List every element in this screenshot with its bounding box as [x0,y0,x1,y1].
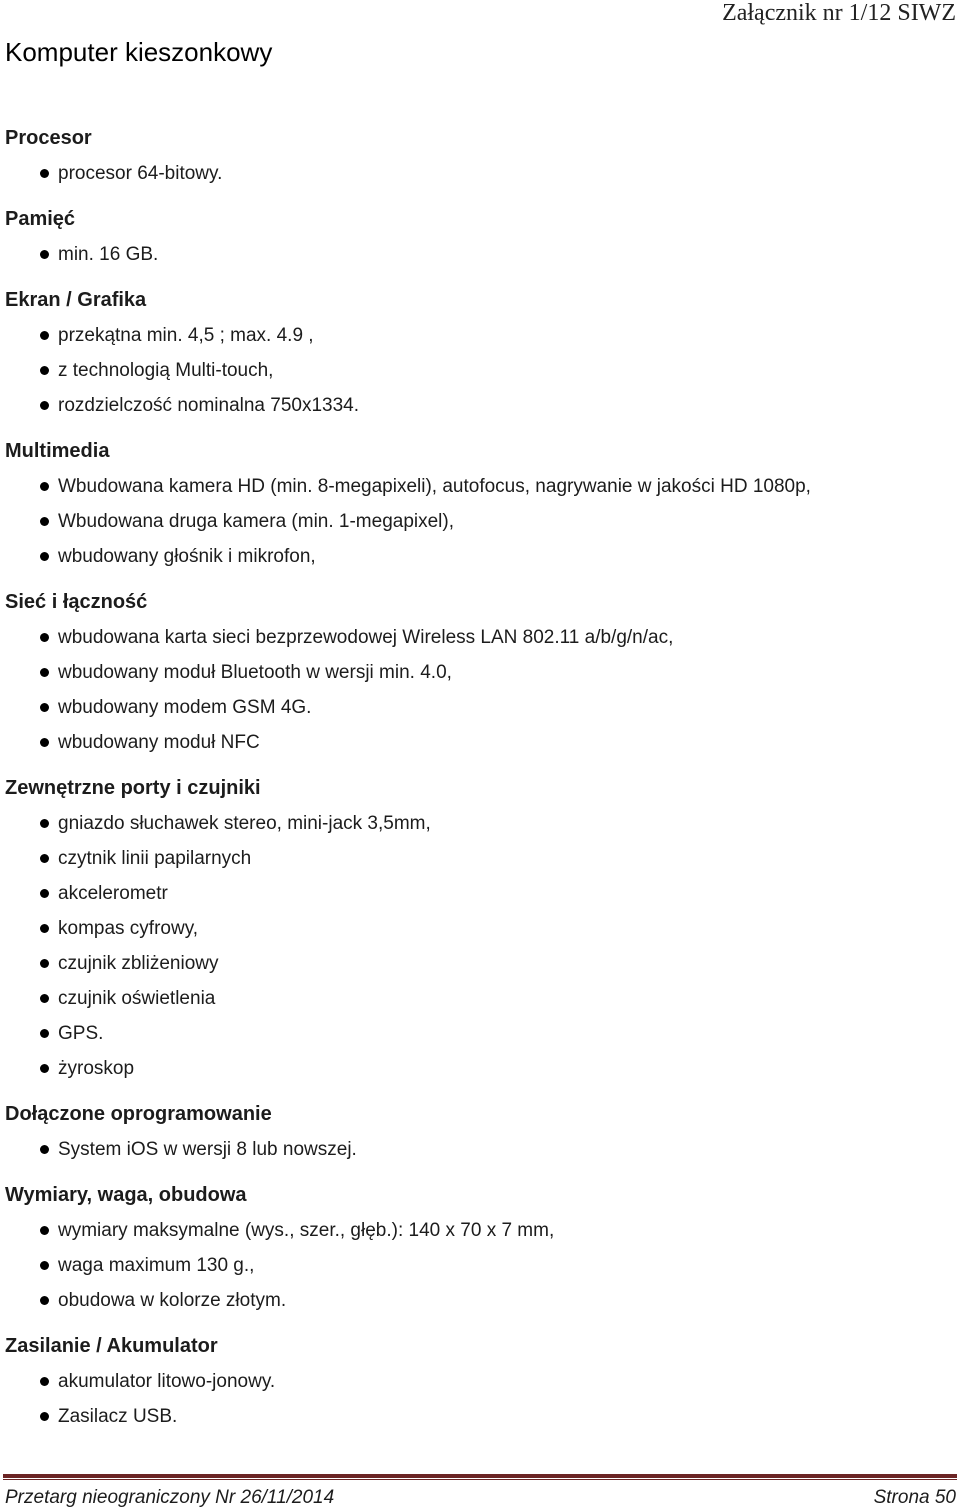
section-list [5,620,960,760]
list-item [5,1132,960,1167]
list-item [5,469,960,504]
footer-divider [3,1474,957,1480]
list-item-text: Wbudowana kamera HD (min. 8-megapixeli), autofocus, nagrywanie w jakości HD 1080p, [58,476,811,497]
list-item-text: obudowa w kolorze złotym. [58,1290,287,1311]
list-item [5,353,960,388]
list-item-text: procesor 64-bitowy. [58,163,223,184]
footer-page-number: Strona 50 [873,1487,956,1508]
list-item [5,806,960,841]
list-item [5,1364,960,1399]
bullet-dot-icon [40,366,49,375]
list-item [5,841,960,876]
list-item [5,620,960,655]
section-heading: Multimedia [5,440,110,462]
section-heading: Procesor [5,127,92,149]
bullet-dot-icon [40,668,49,677]
section-list [5,469,960,574]
list-item [5,981,960,1016]
bullet-dot-icon [40,819,49,828]
section-wymiary-waga [5,1178,960,1318]
bullet-dot-icon [40,854,49,863]
footer-tender-reference: Przetarg nieograniczony Nr 26/11/2014 [5,1487,335,1508]
list-item [5,1016,960,1051]
list-item-text: z technologią Multi-touch, [58,360,274,381]
list-item-text: akumulator litowo-jonowy. [58,1371,276,1392]
section-siec-lacznosc [5,585,960,760]
list-item [5,690,960,725]
list-item-text: czujnik zbliżeniowy [58,953,219,974]
bullet-dot-icon [40,889,49,898]
list-item [5,388,960,423]
section-list [5,237,960,272]
section-ekran-grafika [5,283,960,423]
bullet-dot-icon [40,331,49,340]
section-heading: Zewnętrzne porty i czujniki [5,777,261,799]
list-item [5,1248,960,1283]
bullet-dot-icon [40,401,49,410]
bullet-dot-icon [40,250,49,259]
bullet-dot-icon [40,994,49,1003]
list-item-text: rozdzielczość nominalna 750x1334. [58,395,360,416]
specification-content [5,121,960,1434]
list-item-text: Zasilacz USB. [58,1406,178,1427]
section-porty-czujniki [5,771,960,1086]
annex-label: Załącznik nr 1/12 SIWZ [722,0,956,26]
list-item-text: wbudowany głośnik i mikrofon, [58,546,316,567]
section-heading: Ekran / Grafika [5,289,147,311]
section-list [5,1364,960,1434]
list-item [5,1051,960,1086]
list-item-text: kompas cyfrowy, [58,918,199,939]
list-item [5,156,960,191]
list-item [5,539,960,574]
list-item [5,876,960,911]
list-item-text: czytnik linii papilarnych [58,848,252,869]
list-item [5,1213,960,1248]
list-item-text: min. 16 GB. [58,244,159,265]
list-item-text: wymiary maksymalne (wys., szer., głęb.): 140 x 70 x 7 mm, [58,1220,555,1241]
bullet-dot-icon [40,1145,49,1154]
bullet-dot-icon [40,633,49,642]
list-item [5,1283,960,1318]
list-item [5,1399,960,1434]
section-multimedia [5,434,960,574]
list-item-text: Wbudowana druga kamera (min. 1-megapixel), [58,511,455,532]
bullet-dot-icon [40,1064,49,1073]
bullet-dot-icon [40,924,49,933]
list-item [5,504,960,539]
section-list [5,1213,960,1318]
bullet-dot-icon [40,959,49,968]
bullet-dot-icon [40,1412,49,1421]
section-pamiec [5,202,960,272]
list-item [5,237,960,272]
bullet-dot-icon [40,1296,49,1305]
section-heading: Pamięć [5,208,76,230]
bullet-dot-icon [40,517,49,526]
bullet-dot-icon [40,1226,49,1235]
bullet-dot-icon [40,1261,49,1270]
section-list [5,318,960,423]
list-item [5,655,960,690]
bullet-dot-icon [40,703,49,712]
list-item [5,911,960,946]
list-item-text: akcelerometr [58,883,168,904]
section-heading: Dołączone oprogramowanie [5,1103,272,1125]
list-item-text: żyroskop [58,1058,135,1079]
bullet-dot-icon [40,1377,49,1386]
list-item-text: wbudowany moduł Bluetooth w wersji min. 4.0, [58,662,452,683]
bullet-dot-icon [40,169,49,178]
list-item-text: waga maximum 130 g., [58,1255,255,1276]
section-heading: Sieć i łączność [5,591,148,613]
list-item-text: System iOS w wersji 8 lub nowszej. [58,1139,357,1160]
list-item [5,725,960,760]
section-list [5,1132,960,1167]
document-title: Komputer kieszonkowy [5,37,273,67]
bullet-dot-icon [40,738,49,747]
list-item-text: wbudowana karta sieci bezprzewodowej Wireless LAN 802.11 a/b/g/n/ac, [58,627,674,648]
bullet-dot-icon [40,1029,49,1038]
section-heading: Zasilanie / Akumulator [5,1335,218,1357]
list-item-text: czujnik oświetlenia [58,988,216,1009]
section-heading: Wymiary, waga, obudowa [5,1184,247,1206]
bullet-dot-icon [40,552,49,561]
list-item [5,946,960,981]
section-oprogramowanie [5,1097,960,1167]
list-item-text: przekątna min. 4,5 ; max. 4.9 , [58,325,314,346]
list-item-text: wbudowany modem GSM 4G. [58,697,312,718]
section-list [5,156,960,191]
list-item-text: gniazdo słuchawek stereo, mini-jack 3,5mm, [58,813,431,834]
section-zasilanie [5,1329,960,1434]
list-item [5,318,960,353]
bullet-dot-icon [40,482,49,491]
section-list [5,806,960,1086]
list-item-text: GPS. [58,1023,104,1044]
section-procesor [5,121,960,191]
list-item-text: wbudowany moduł NFC [58,732,260,753]
